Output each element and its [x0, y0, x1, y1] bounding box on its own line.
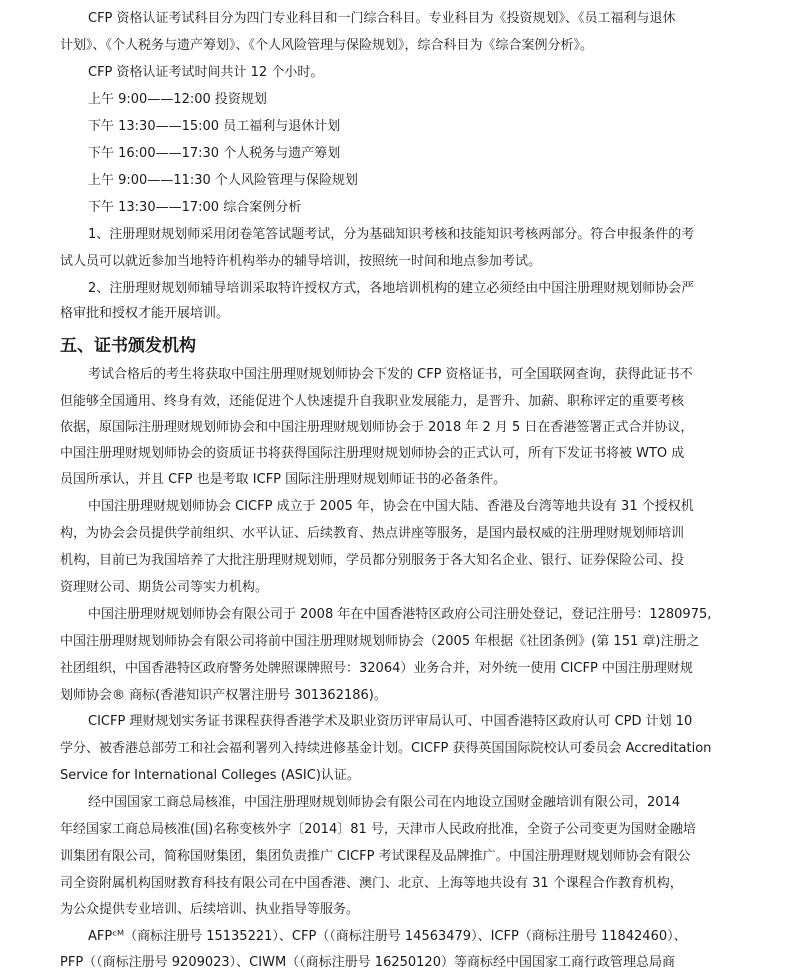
paragraph-line: 为公众提供专业培训、后续培训、执业指导等服务。 — [60, 902, 360, 917]
paragraph-line: Service for International Colleges (ASIC)认证。 — [60, 768, 360, 783]
paragraph-line: 中国注册理财规划师协会的资质证书将获得国际注册理财规划师协会的正式认可，所有下发证书将被 WTO 成 — [60, 446, 685, 461]
schedule-item: 上午 9:00——11:30 个人风险管理与保险规划 — [88, 173, 358, 188]
paragraph-line: 但能够全国通用、终身有效，还能促进个人快速提升自我职业发展能力，是晋升、加薪、职称评定的重要考核 — [60, 394, 685, 409]
schedule-item: 下午 16:00——17:30 个人税务与遗产筹划 — [88, 146, 341, 161]
exam-subjects-line-2: 计划》、《个人税务与遗产筹划》、《个人风险管理与保险规划》，综合科目为《综合案例分析》。 — [60, 38, 594, 53]
paragraph-line: PFP（（商标注册号 9209023）、CIWM（（商标注册号 16250120）等商标经中国国家工商行政管理总局商 — [60, 955, 675, 970]
schedule-item: 下午 13:30——15:00 员工福利与退休计划 — [88, 119, 341, 134]
paragraph-line: 员国所承认，并且 CFP 也是考取 ICFP 国际注册理财规划师证书的必备条件。 — [60, 472, 507, 487]
paragraph-line: 中国注册理财规划师协会 CICFP 成立于 2005 年，协会在中国大陆、香港及台湾等地共设有 31 个授权机 — [88, 499, 694, 514]
schedule-item: 下午 13:30——17:00 综合案例分析 — [88, 200, 302, 215]
exam-subjects-line-1: CFP 资格认证考试科目分为四门专业科目和一门综合科目。专业科目为《投资规划》、《员工福利与退休 — [88, 11, 676, 26]
paragraph-line: 资理财公司、期货公司等实力机构。 — [60, 580, 269, 595]
paragraph-line: 社团组织，中国香港特区政府警务处牌照课牌照号：32064）业务合并，对外统一使用 CICFP 中国注册理财规 — [60, 661, 693, 676]
paragraph-line: 依据，原国际注册理财规划师协会和中国注册理财规划师协会于 2018 年 2 月 5 日在香港签署正式合并协议， — [60, 420, 694, 435]
paragraph-line: 考试合格后的考生将获取中国注册理财规划师协会下发的 CFP 资格证书，可全国联网查询，获得此证书不 — [88, 367, 693, 382]
paragraph-line: AFPᶜᴹ（商标注册号 15135221）、CFP（（商标注册号 14563479）、ICFP（商标注册号 11842460）、 — [88, 929, 687, 944]
paragraph-line: 机构，目前已为我国培养了大批注册理财规划师，学员都分别服务于各大知名企业、银行、证券保险公司、投 — [60, 553, 685, 568]
paragraph-line: 中国注册理财规划师协会有限公司将前中国注册理财规划师协会（2005 年根据《社团条例》(第 151 章)注册之 — [60, 634, 700, 649]
exam-duration-text: CFP 资格认证考试时间共计 12 个小时。 — [88, 65, 324, 80]
paragraph-line: 年经国家工商总局核准(国)名称变核外字〔2014〕81 号，天津市人民政府批准，全资子公司变更为国财金融培 — [60, 822, 696, 837]
paragraph-line: 划师协会® 商标(香港知识产权署注册号 301362186)。 — [60, 688, 387, 703]
paragraph-line: 经中国国家工商总局核准，中国注册理财规划师协会有限公司在内地设立国财金融培训有限公司，2014 — [88, 795, 681, 810]
paragraph-line: CICFP 理财规划实务证书课程获得香港学术及职业资历评审局认可、中国香港特区政府认可 CPD 计划 10 — [88, 714, 693, 729]
note-1-line-2: 试人员可以就近参加当地特许机构举办的辅导培训，按照统一时间和地点参加考试。 — [60, 254, 542, 269]
schedule-item: 上午 9:00——12:00 投资规划 — [88, 92, 267, 107]
paragraph-line: 中国注册理财规划师协会有限公司于 2008 年在中国香港特区政府公司注册处登记，登记注册号：1280975, — [88, 607, 712, 622]
note-2-line-2: 格审批和授权才能开展培训。 — [60, 306, 230, 321]
section-heading: 五、证书颁发机构 — [60, 336, 196, 356]
note-2-line-1: 2、注册理财规划师辅导培训采取特许授权方式，各地培训机构的建立必须经由中国注册理财规划师协会严 — [88, 281, 695, 296]
paragraph-line: 训集团有限公司，简称国财集团，集团负责推广 CICFP 考试课程及品牌推广。中国注册理财规划师协会有限公 — [60, 849, 691, 864]
paragraph-line: 学分、被香港总部劳工和社会福利署列入持续进修基金计划。CICFP 获得英国国际院校认可委员会 Accreditation — [60, 741, 712, 756]
note-1-line-1: 1、注册理财规划师采用闭卷笔答试题考试，分为基础知识考核和技能知识考核两部分。符合申报条件的考 — [88, 227, 695, 242]
paragraph-line: 构，为协会会员提供学前组织、水平认证、后续教育、热点讲座等服务，是国内最权威的注册理财规划师培训 — [60, 526, 685, 541]
paragraph-line: 司全资附属机构国财教育科技有限公司在中国香港、澳门、北京、上海等地共设有 31 个课程合作教育机构， — [60, 876, 683, 891]
